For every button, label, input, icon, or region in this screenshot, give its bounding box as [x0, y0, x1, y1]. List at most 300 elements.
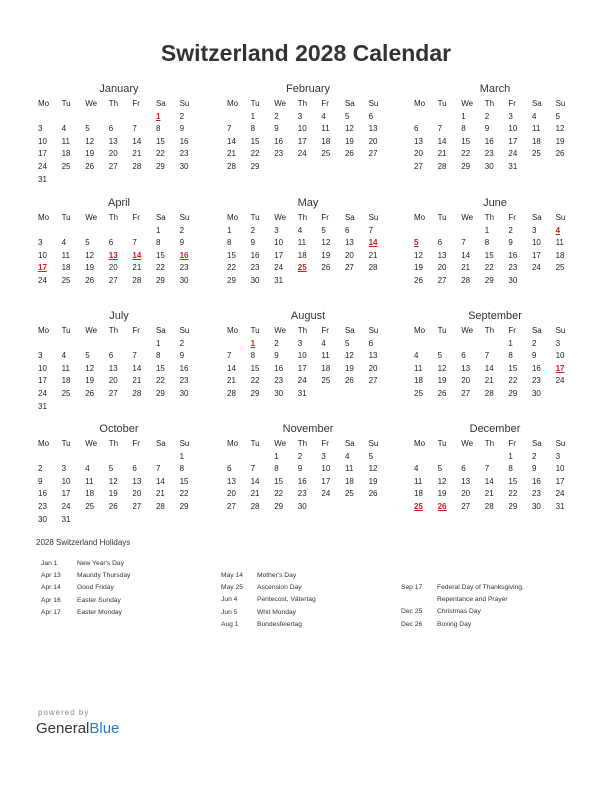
day-cell: 3: [297, 338, 303, 348]
day-cell: 13: [414, 136, 423, 146]
empty-cell: [60, 111, 84, 124]
day-cell: 24: [274, 263, 284, 273]
month-name: February: [285, 83, 331, 95]
weekday-header: We: [274, 213, 287, 222]
day-cell: 16: [508, 250, 518, 260]
weekday-header: Mo: [414, 213, 426, 222]
holiday-name: Bundesfeiertag: [257, 620, 302, 628]
month-days: [36, 325, 202, 413]
empty-cell: [436, 225, 460, 238]
day-cell: 30: [508, 275, 518, 285]
weekday-header: Tu: [61, 439, 71, 448]
day-cell: 26: [555, 149, 565, 159]
day-cell: 26: [108, 501, 118, 511]
day-cell: 14: [132, 250, 142, 260]
weekday-header: Sa: [531, 439, 542, 448]
holiday-date: Apr 16: [41, 596, 61, 604]
day-cell: 3: [297, 111, 303, 121]
day-cell: 4: [531, 111, 537, 121]
day-cell: 21: [227, 149, 236, 159]
day-cell: 19: [108, 489, 118, 499]
day-cell: 25: [61, 161, 71, 171]
day-cell: 6: [368, 338, 374, 348]
day-cell: 19: [344, 363, 354, 373]
holiday-date: May 14: [221, 572, 243, 579]
day-cell: 29: [484, 275, 494, 285]
holiday-date: Dec 25: [401, 608, 423, 616]
day-cell: 21: [484, 376, 494, 386]
day-cell: 23: [250, 263, 260, 273]
day-cell: 22: [508, 376, 518, 386]
empty-cell: [459, 451, 483, 464]
month-days: [225, 212, 391, 288]
weekday-header: Tu: [437, 439, 447, 448]
day-cell: 26: [344, 149, 354, 159]
day-cell: 29: [274, 501, 284, 511]
day-cell: 24: [321, 489, 331, 499]
weekday-header: Tu: [437, 99, 447, 108]
day-cell: 25: [297, 263, 307, 273]
day-cell: 24: [297, 376, 307, 386]
day-cell: 9: [297, 464, 303, 474]
weekday-header: Sa: [344, 326, 355, 335]
day-cell: 25: [531, 149, 541, 159]
weekday-header: Su: [179, 439, 190, 448]
weekday-header: Mo: [38, 439, 50, 448]
day-cell: 10: [555, 351, 565, 361]
day-cell: 18: [555, 250, 565, 260]
weekday-header: We: [461, 99, 474, 108]
weekday-header: Th: [297, 439, 308, 448]
holiday-name: Pentecost, Vätertag: [257, 596, 316, 604]
day-cell: 31: [274, 275, 284, 285]
day-cell: 14: [132, 363, 142, 373]
day-cell: 14: [227, 363, 236, 373]
day-cell: 6: [414, 124, 419, 134]
day-cell: 8: [227, 238, 232, 248]
day-cell: 15: [227, 250, 236, 260]
day-cell: 27: [132, 501, 142, 511]
weekday-header: Fr: [508, 99, 516, 108]
day-cell: 27: [461, 501, 471, 511]
day-cell: 11: [414, 476, 423, 486]
day-cell: 21: [132, 376, 142, 386]
day-cell: 22: [179, 489, 189, 499]
day-cell: 5: [344, 111, 350, 121]
day-cell: 9: [179, 238, 185, 248]
month-days: [225, 325, 391, 401]
day-cell: 1: [250, 111, 256, 121]
day-cell: 3: [38, 124, 43, 134]
day-cell: 6: [227, 464, 232, 474]
day-cell: 7: [155, 464, 161, 474]
day-cell: 27: [368, 149, 378, 159]
day-cell: 6: [437, 238, 443, 248]
day-cell: 20: [108, 149, 118, 159]
weekday-header: Th: [484, 439, 495, 448]
weekday-header: Sa: [531, 213, 542, 222]
day-cell: 7: [461, 238, 466, 248]
day-cell: 1: [508, 451, 513, 461]
empty-cell: [130, 111, 154, 124]
weekday-header: Tu: [250, 99, 260, 108]
day-cell: 29: [155, 388, 165, 398]
month-january: [36, 82, 202, 186]
day-cell: 30: [274, 388, 284, 398]
day-cell: 24: [38, 275, 47, 285]
day-cell: 21: [250, 489, 260, 499]
day-cell: 25: [555, 263, 565, 273]
day-cell: 23: [274, 376, 284, 386]
holiday-name: Easter Sunday: [77, 596, 121, 604]
day-cell: 6: [132, 464, 137, 474]
empty-cell: [107, 451, 131, 464]
day-cell: 31: [508, 161, 518, 171]
weekday-header: Sa: [155, 326, 166, 335]
day-cell: 14: [484, 476, 494, 486]
weekday-header: Tu: [250, 439, 260, 448]
day-cell: 5: [437, 351, 443, 361]
day-cell: 29: [155, 161, 165, 171]
holiday-name: Easter Monday: [77, 608, 122, 616]
day-cell: 23: [179, 263, 189, 273]
day-cell: 30: [531, 388, 541, 398]
day-cell: 11: [531, 124, 541, 134]
day-cell: 12: [414, 250, 423, 260]
day-cell: 9: [508, 238, 513, 248]
day-cell: 3: [531, 225, 537, 235]
weekday-header: Sa: [155, 213, 166, 222]
holiday-date: Apr 17: [41, 608, 61, 616]
day-cell: 11: [85, 476, 94, 486]
day-cell: 16: [179, 363, 189, 373]
empty-cell: [225, 451, 249, 464]
day-cell: 19: [321, 250, 331, 260]
day-cell: 15: [508, 476, 518, 486]
month-name: May: [297, 197, 319, 209]
day-cell: 21: [484, 489, 494, 499]
day-cell: 7: [227, 351, 232, 361]
day-cell: 4: [61, 124, 67, 134]
day-cell: 27: [461, 388, 471, 398]
day-cell: 29: [250, 388, 260, 398]
day-cell: 17: [321, 476, 331, 486]
day-cell: 5: [555, 111, 561, 121]
weekday-header: Tu: [61, 213, 71, 222]
day-cell: 17: [61, 489, 71, 499]
weekday-header: Fr: [508, 326, 516, 335]
day-cell: 12: [85, 250, 95, 260]
holiday-name: Christmas Day: [437, 608, 481, 616]
day-cell: 10: [274, 238, 284, 248]
day-cell: 18: [414, 376, 423, 386]
month-february: [225, 82, 391, 174]
day-cell: 14: [250, 476, 260, 486]
weekday-header: Mo: [227, 326, 239, 335]
day-cell: 7: [132, 124, 137, 134]
day-cell: 1: [461, 111, 466, 121]
weekday-header: Sa: [155, 99, 166, 108]
weekday-header: Sa: [531, 326, 542, 335]
day-cell: 13: [108, 250, 118, 260]
day-cell: 23: [179, 149, 189, 159]
day-cell: 2: [531, 451, 537, 461]
weekday-header: Th: [484, 213, 495, 222]
day-cell: 13: [437, 250, 447, 260]
day-cell: 29: [508, 388, 518, 398]
day-cell: 28: [484, 501, 494, 511]
day-cell: 4: [61, 238, 67, 248]
day-cell: 12: [85, 136, 95, 146]
day-cell: 30: [179, 275, 189, 285]
day-cell: 6: [108, 238, 114, 248]
weekday-header: We: [85, 213, 98, 222]
day-cell: 30: [179, 161, 189, 171]
empty-cell: [36, 338, 60, 351]
day-cell: 16: [250, 250, 260, 260]
day-cell: 3: [508, 111, 513, 121]
empty-cell: [60, 225, 84, 238]
day-cell: 19: [437, 489, 447, 499]
weekday-header: Su: [555, 99, 566, 108]
weekday-header: Mo: [414, 439, 426, 448]
empty-cell: [412, 451, 436, 464]
day-cell: 17: [38, 149, 47, 159]
day-cell: 9: [250, 238, 256, 248]
day-cell: 6: [461, 351, 466, 361]
day-cell: 15: [484, 250, 494, 260]
day-cell: 4: [321, 111, 326, 121]
day-cell: 13: [368, 351, 378, 361]
day-cell: 15: [508, 363, 518, 373]
empty-cell: [107, 225, 131, 238]
day-cell: 4: [414, 464, 419, 474]
day-cell: 9: [484, 124, 490, 134]
weekday-header: Sa: [344, 99, 355, 108]
day-cell: 20: [132, 489, 142, 499]
day-cell: 2: [484, 111, 490, 121]
day-cell: 24: [297, 149, 307, 159]
day-cell: 1: [155, 111, 161, 121]
day-cell: 23: [38, 501, 47, 511]
day-cell: 21: [155, 489, 165, 499]
day-cell: 19: [344, 136, 354, 146]
weekday-header: We: [85, 99, 98, 108]
holiday-name: Good Friday: [77, 584, 114, 592]
empty-cell: [36, 451, 60, 464]
day-cell: 29: [508, 501, 518, 511]
day-cell: 10: [297, 124, 307, 134]
day-cell: 17: [555, 476, 565, 486]
day-cell: 23: [531, 489, 541, 499]
day-cell: 27: [414, 161, 423, 171]
day-cell: 2: [274, 338, 279, 348]
day-cell: 20: [414, 149, 423, 159]
weekday-header: Th: [297, 213, 308, 222]
month-june: [412, 196, 578, 288]
day-cell: 18: [61, 149, 71, 159]
day-cell: 21: [461, 263, 471, 273]
day-cell: 16: [179, 136, 189, 146]
empty-cell: [483, 451, 507, 464]
day-cell: 29: [250, 161, 260, 171]
empty-cell: [130, 338, 154, 351]
day-cell: 12: [368, 464, 378, 474]
day-cell: 17: [38, 376, 47, 386]
weekday-header: We: [274, 326, 287, 335]
month-september: [412, 309, 578, 401]
day-cell: 27: [437, 275, 447, 285]
month-july: [36, 309, 202, 413]
day-cell: 5: [414, 238, 419, 248]
day-cell: 13: [108, 363, 118, 373]
weekday-header: We: [274, 99, 287, 108]
day-cell: 10: [321, 464, 331, 474]
day-cell: 28: [227, 161, 236, 171]
day-cell: 5: [344, 338, 350, 348]
day-cell: 20: [461, 489, 471, 499]
day-cell: 7: [484, 464, 490, 474]
holiday-name: Repentance and Prayer: [437, 596, 508, 604]
month-name: November: [282, 423, 334, 435]
day-cell: 14: [484, 363, 494, 373]
day-cell: 19: [437, 376, 447, 386]
day-cell: 13: [344, 238, 354, 248]
empty-cell: [60, 338, 84, 351]
day-cell: 7: [484, 351, 490, 361]
weekday-header: Th: [108, 439, 119, 448]
day-cell: 18: [321, 363, 331, 373]
day-cell: 2: [274, 111, 279, 121]
month-name: June: [483, 197, 507, 209]
empty-cell: [130, 225, 154, 238]
day-cell: 31: [61, 514, 71, 524]
weekday-header: Sa: [531, 99, 542, 108]
weekday-header: Sa: [344, 439, 355, 448]
day-cell: 24: [38, 161, 47, 171]
day-cell: 28: [132, 275, 142, 285]
day-cell: 4: [321, 338, 326, 348]
day-cell: 29: [179, 501, 189, 511]
day-cell: 23: [297, 489, 307, 499]
weekday-header: We: [85, 326, 98, 335]
day-cell: 12: [108, 476, 118, 486]
day-cell: 23: [508, 263, 518, 273]
day-cell: 24: [555, 376, 565, 386]
month-november: [225, 422, 391, 514]
day-cell: 2: [531, 338, 537, 348]
month-days: [412, 212, 578, 288]
day-cell: 14: [227, 136, 236, 146]
day-cell: 5: [85, 238, 90, 248]
day-cell: 23: [179, 376, 189, 386]
weekday-header: Th: [484, 326, 495, 335]
day-cell: 6: [461, 464, 466, 474]
day-cell: 15: [461, 136, 471, 146]
day-cell: 7: [368, 225, 374, 235]
day-cell: 5: [85, 351, 90, 361]
weekday-header: Th: [297, 99, 308, 108]
weekday-header: Fr: [321, 326, 329, 335]
day-cell: 26: [321, 263, 331, 273]
day-cell: 27: [227, 501, 236, 511]
day-cell: 18: [61, 263, 71, 273]
day-cell: 5: [321, 225, 326, 235]
month-days: [412, 98, 578, 174]
holiday-name: Maundy Thursday: [77, 572, 131, 580]
day-cell: 24: [38, 388, 47, 398]
day-cell: 19: [85, 263, 95, 273]
day-cell: 22: [274, 489, 284, 499]
empty-cell: [83, 111, 107, 124]
day-cell: 26: [85, 275, 95, 285]
day-cell: 13: [108, 136, 118, 146]
day-cell: 26: [437, 388, 447, 398]
day-cell: 8: [250, 124, 256, 134]
month-days: [225, 438, 391, 514]
weekday-header: Mo: [227, 439, 239, 448]
day-cell: 3: [38, 238, 43, 248]
day-cell: 16: [531, 476, 541, 486]
empty-cell: [249, 451, 273, 464]
day-cell: 9: [179, 351, 185, 361]
day-cell: 10: [531, 238, 541, 248]
day-cell: 28: [132, 161, 142, 171]
weekday-header: We: [274, 439, 287, 448]
day-cell: 8: [508, 464, 513, 474]
empty-cell: [36, 225, 60, 238]
day-cell: 20: [368, 136, 378, 146]
day-cell: 19: [85, 149, 95, 159]
day-cell: 31: [297, 388, 307, 398]
weekday-header: We: [461, 326, 474, 335]
day-cell: 30: [250, 275, 260, 285]
day-cell: 17: [274, 250, 284, 260]
day-cell: 16: [274, 363, 284, 373]
weekday-header: Sa: [344, 213, 355, 222]
weekday-header: Th: [108, 326, 119, 335]
day-cell: 17: [508, 136, 518, 146]
day-cell: 18: [531, 136, 541, 146]
weekday-header: Mo: [227, 99, 239, 108]
day-cell: 13: [461, 363, 471, 373]
holiday-name: Ascension Day: [257, 584, 302, 592]
day-cell: 1: [274, 451, 279, 461]
month-days: [36, 212, 202, 288]
brand-logo[interactable]: [36, 720, 119, 737]
month-october: [36, 422, 202, 526]
weekday-header: Tu: [250, 326, 260, 335]
day-cell: 3: [61, 464, 67, 474]
day-cell: 8: [250, 351, 256, 361]
day-cell: 11: [321, 124, 330, 134]
holiday-name: Federal Day of Thanksgiving,: [437, 584, 524, 591]
holiday-date: Apr 13: [41, 572, 61, 580]
day-cell: 2: [250, 225, 256, 235]
weekday-header: Fr: [508, 213, 516, 222]
day-cell: 25: [414, 501, 423, 511]
day-cell: 20: [227, 489, 236, 499]
holiday-name: Whit Monday: [257, 608, 297, 616]
day-cell: 21: [368, 250, 378, 260]
weekday-header: Su: [179, 326, 190, 335]
day-cell: 4: [61, 351, 67, 361]
day-cell: 14: [437, 136, 447, 146]
day-cell: 1: [250, 338, 256, 348]
empty-cell: [83, 225, 107, 238]
empty-cell: [130, 451, 154, 464]
weekday-header: Th: [297, 326, 308, 335]
